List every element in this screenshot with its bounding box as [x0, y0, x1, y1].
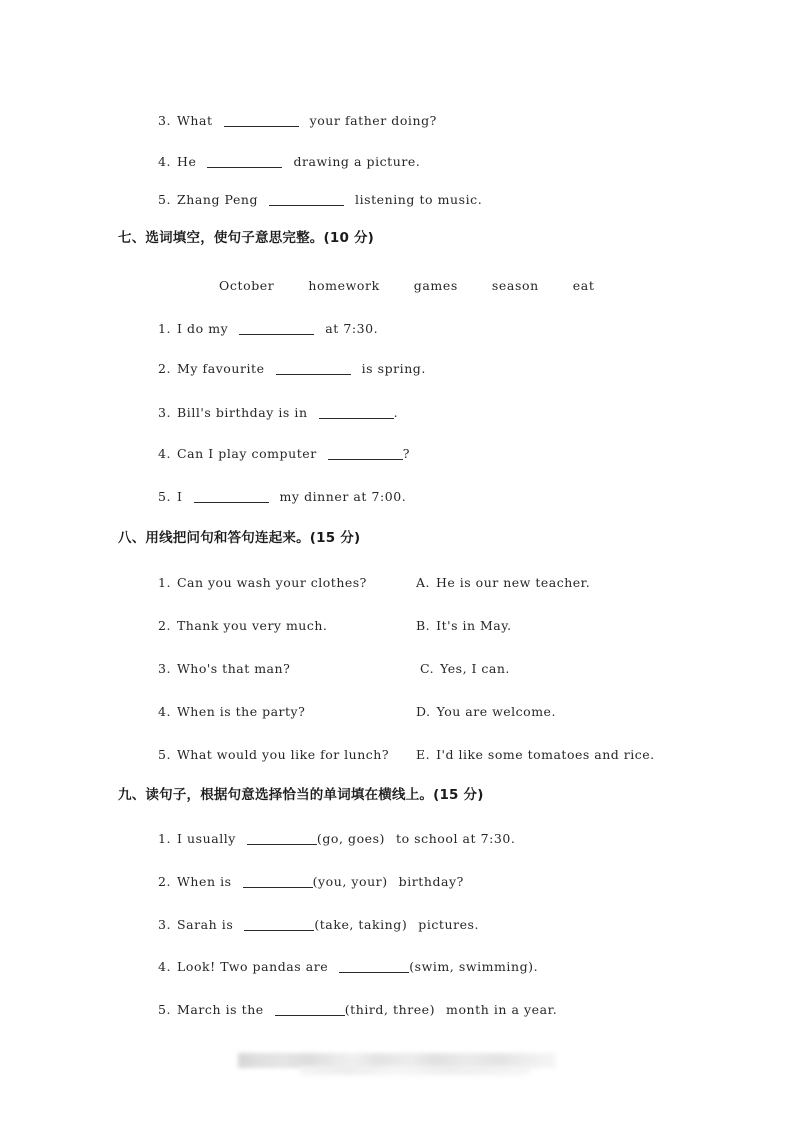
item-text: Thank you very much. [176, 618, 328, 633]
item-text-pre: When is [177, 873, 232, 889]
item-text-post: drawing a picture. [293, 153, 421, 169]
answer-letter: E. [416, 747, 431, 762]
match-row [0, 618, 793, 634]
section-heading-nine: 九、读句子，根据句意选择恰当的单词填在横线上。(15 分) [118, 787, 484, 803]
item-text-post: . [393, 404, 399, 420]
fill-in-blank[interactable] [194, 490, 269, 503]
item-text-post: listening to music. [355, 191, 483, 207]
question-line [158, 114, 437, 127]
item-text-pre: Look! Two pandas are [177, 958, 329, 974]
item-number: 5. [158, 488, 172, 504]
item-text-post: at 7:30. [325, 320, 379, 336]
item-number: 3. [158, 112, 172, 128]
question-line [158, 362, 426, 375]
fill-in-blank[interactable] [275, 1003, 345, 1016]
redacted-watermark-bar-secondary [300, 1066, 530, 1075]
match-question[interactable] [158, 661, 290, 676]
answer-letter: A. [416, 575, 431, 590]
fill-in-blank[interactable] [239, 322, 314, 335]
word-bank-item[interactable]: season [491, 278, 539, 293]
match-answer[interactable] [416, 704, 556, 719]
match-row [0, 704, 793, 720]
item-number: 1. [158, 830, 172, 846]
question-line [158, 322, 378, 335]
item-text: What would you like for lunch? [176, 747, 390, 762]
item-text-post: month in a year. [446, 1001, 558, 1017]
item-text-pre: I usually [177, 830, 236, 846]
match-row [0, 747, 793, 763]
item-text-post: . [533, 958, 539, 974]
fill-in-blank[interactable] [319, 406, 394, 419]
match-answer[interactable] [416, 747, 655, 762]
choice-options: (third, three) [344, 1001, 436, 1017]
item-text-post: to school at 7:30. [396, 830, 516, 846]
word-bank-item[interactable]: games [413, 278, 458, 293]
item-number: 5. [158, 1001, 172, 1017]
match-row [0, 575, 793, 591]
item-text-pre: I do my [177, 320, 229, 336]
item-number: 5. [158, 747, 171, 762]
answer-letter: D. [416, 704, 431, 719]
item-text-post: my dinner at 7:00. [279, 488, 407, 504]
item-text: It's in May. [436, 618, 512, 633]
fill-in-blank[interactable] [247, 832, 317, 845]
item-text-pre: He [177, 153, 197, 169]
item-number: 1. [158, 575, 171, 590]
item-number: 2. [158, 360, 172, 376]
match-question[interactable] [158, 575, 367, 590]
question-line [158, 193, 482, 206]
item-text: Yes, I can. [440, 661, 510, 676]
word-bank-item[interactable]: October [219, 278, 275, 293]
item-number: 1. [158, 320, 172, 336]
question-line [158, 1003, 557, 1016]
section-heading-seven: 七、选词填空，使句子意思完整。(10 分) [118, 230, 375, 246]
item-text-post: pictures. [418, 916, 480, 932]
fill-in-blank[interactable] [243, 875, 313, 888]
item-text: I'd like some tomatoes and rice. [436, 747, 655, 762]
item-number: 3. [158, 916, 172, 932]
item-number: 4. [158, 958, 172, 974]
item-number: 2. [158, 618, 171, 633]
choice-options: (you, your) [312, 873, 388, 889]
item-text: Who's that man? [176, 661, 291, 676]
item-number: 3. [158, 661, 171, 676]
fill-in-blank[interactable] [269, 193, 344, 206]
item-text-pre: March is the [177, 1001, 264, 1017]
item-text: He is our new teacher. [436, 575, 591, 590]
item-number: 4. [158, 445, 172, 461]
question-line [158, 832, 515, 845]
question-line [158, 406, 398, 419]
match-answer[interactable] [420, 661, 510, 676]
choice-options: (take, taking) [314, 916, 408, 932]
item-text: Can you wash your clothes? [176, 575, 367, 590]
item-number: 2. [158, 873, 172, 889]
question-line [158, 155, 420, 168]
word-bank [219, 278, 594, 293]
item-text-pre: My favourite [177, 360, 265, 376]
fill-in-blank[interactable] [339, 960, 409, 973]
item-text-pre: Sarah is [177, 916, 234, 932]
question-line [158, 490, 406, 503]
item-text-pre: Bill's birthday is in [177, 404, 308, 420]
fill-in-blank[interactable] [207, 155, 282, 168]
match-question[interactable] [158, 747, 389, 762]
match-question[interactable] [158, 704, 305, 719]
item-number: 3. [158, 404, 172, 420]
item-text-pre: What [177, 112, 213, 128]
word-bank-item[interactable]: homework [308, 278, 380, 293]
match-answer[interactable] [416, 618, 512, 633]
question-line [158, 918, 479, 931]
word-bank-item[interactable]: eat [572, 278, 595, 293]
fill-in-blank[interactable] [244, 918, 314, 931]
match-question[interactable] [158, 618, 327, 633]
item-text-pre: Can I play computer [177, 445, 317, 461]
item-text-post: your father doing? [309, 112, 437, 128]
question-line [158, 447, 410, 460]
choice-options: (go, goes) [316, 830, 385, 846]
section-heading-eight: 八、用线把问句和答句连起来。(15 分) [118, 530, 361, 546]
fill-in-blank[interactable] [224, 114, 299, 127]
item-text: You are welcome. [436, 704, 556, 719]
item-text: When is the party? [176, 704, 306, 719]
choice-options: (swim, swimming) [409, 958, 534, 974]
question-line [158, 960, 538, 973]
question-line [158, 875, 464, 888]
item-text-pre: I [177, 488, 183, 504]
item-text-post: ? [402, 445, 411, 461]
item-text-pre: Zhang Peng [177, 191, 259, 207]
answer-letter: B. [416, 618, 431, 633]
match-answer[interactable] [416, 575, 590, 590]
item-text-post: birthday? [398, 873, 464, 889]
match-row [0, 661, 793, 677]
item-text-post: is spring. [361, 360, 426, 376]
item-number: 4. [158, 153, 172, 169]
fill-in-blank[interactable] [328, 447, 403, 460]
answer-letter: C. [420, 661, 435, 676]
item-number: 4. [158, 704, 171, 719]
item-number: 5. [158, 191, 172, 207]
fill-in-blank[interactable] [276, 362, 351, 375]
